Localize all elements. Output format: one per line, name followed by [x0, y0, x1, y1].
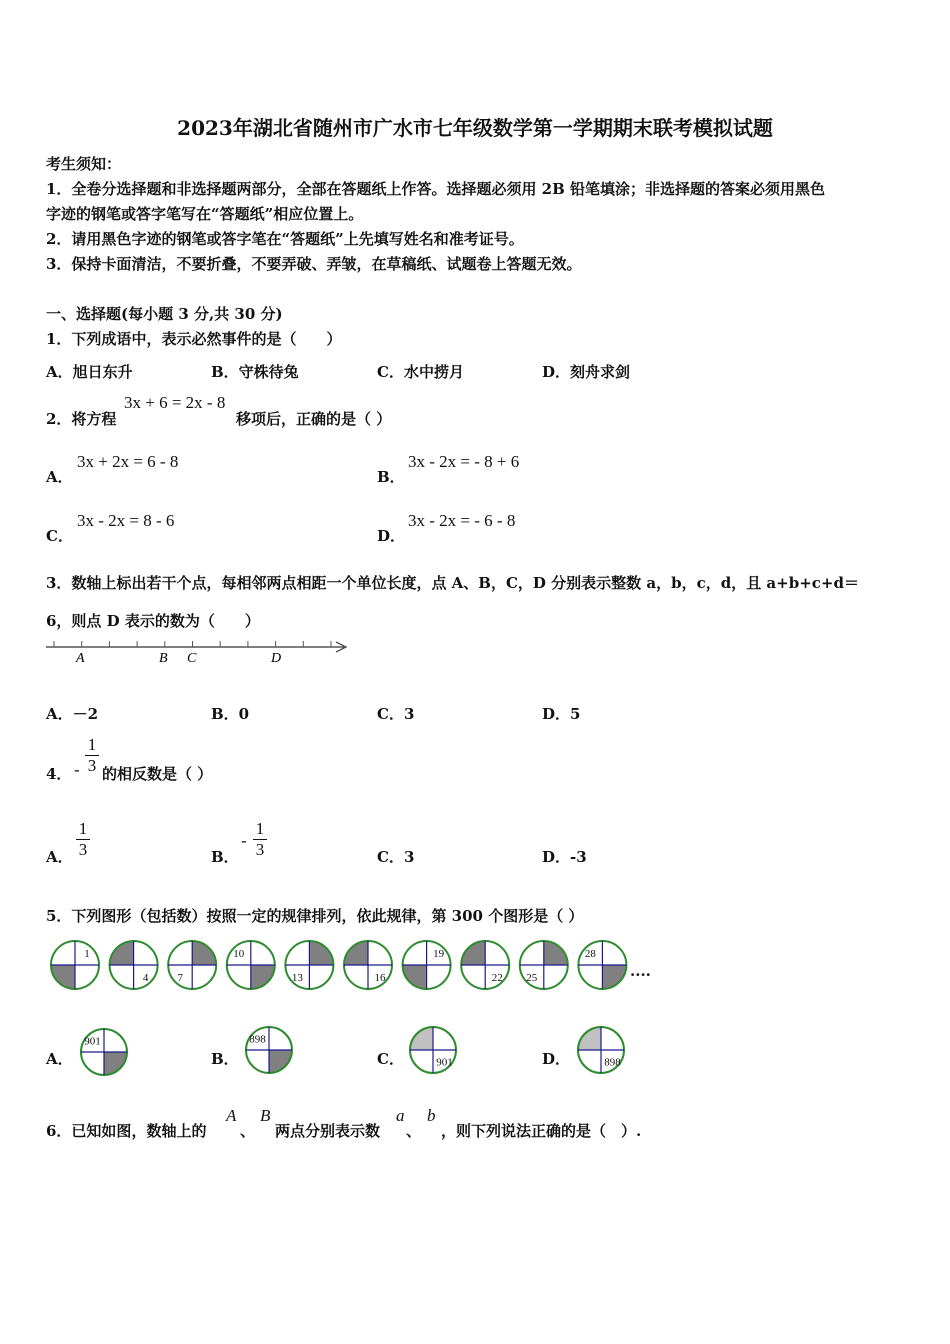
circle-number: 22: [491, 972, 503, 984]
q6-value-a: a: [396, 1106, 405, 1125]
q4-option-d: D．-3: [542, 848, 587, 866]
circle-number: 10: [233, 948, 245, 960]
circle-number: 4: [142, 972, 149, 984]
pattern-circle: [403, 941, 451, 989]
q6-middle: 两点分别表示数: [275, 1122, 381, 1140]
q5-option-d-figure: [573, 1022, 629, 1078]
notice-heading: 考生须知：: [46, 155, 122, 173]
q5-stem: 5．下列图形（包括数）按照一定的规律排列，依此规律，第 300 个图形是（ ）: [46, 907, 584, 925]
q2-option-c: 3x - 2x = 8 - 6: [77, 511, 175, 530]
q6-suffix: ，则下列说法正确的是（ ）.: [441, 1122, 642, 1140]
q4-a-label: A．: [46, 848, 73, 866]
axis-label-b: B: [159, 651, 168, 666]
axis-label-a: A: [76, 651, 85, 666]
notice-line-1a: 1．全卷分选择题和非选择题两部分，全部在答题纸上作答。选择题必须用 2B 铅笔填涂；非选择题的答案必须用黑色: [46, 180, 826, 198]
q1-option-a: A．旭日东升: [46, 363, 133, 381]
q6-value-b: b: [427, 1106, 436, 1125]
pattern-circle: [51, 941, 99, 989]
q2-option-d: 3x - 2x = - 6 - 8: [408, 511, 516, 530]
pattern-circle: [81, 1029, 127, 1075]
q6-point-b: B: [260, 1106, 271, 1125]
q4-option-a-fraction: 1 3: [76, 820, 90, 859]
circle-number: 16: [374, 972, 386, 984]
q2-option-b: 3x - 2x = - 8 + 6: [408, 452, 520, 471]
q2-option-a: 3x + 2x = 6 - 8: [77, 452, 179, 471]
q2-a-label: A．: [46, 468, 73, 486]
q5-b-label: B．: [211, 1050, 239, 1068]
q4-minus: -: [74, 760, 80, 779]
q3-line-2: 6，则点 D 表示的数为（ ）: [46, 612, 260, 630]
axis-label-c: C: [187, 651, 197, 666]
q3-option-b: B．0: [211, 705, 250, 723]
section-heading: 一、选择题(每小题 3 分,共 30 分): [46, 305, 283, 323]
q5-option-b-figure: [241, 1022, 297, 1078]
q1-stem: 1．下列成语中，表示必然事件的是（ ）: [46, 330, 342, 348]
q4-b-label: B．: [211, 848, 239, 866]
pattern-circle: [246, 1027, 292, 1073]
q5-sequence-figure: [44, 936, 664, 994]
q4-option-b-fraction: 1 3: [253, 820, 267, 859]
q1-option-d: D．刻舟求剑: [542, 363, 631, 381]
circle-number: 25: [526, 972, 538, 984]
pattern-circle: [227, 941, 275, 989]
circle-number: 28: [584, 948, 596, 960]
q2-d-label: D．: [377, 527, 406, 545]
q3-option-a: A．－2: [46, 705, 99, 723]
pattern-circle: [578, 941, 626, 989]
circle-number: 898: [604, 1056, 621, 1069]
q3-line-1: 3．数轴上标出若干个点，每相邻两点相距一个单位长度，点 A、B，C，D 分别表示整数 a，b，c，d，且 a+b+c+d＝: [46, 574, 859, 592]
q6-sep-1: 、: [240, 1122, 256, 1140]
q4-suffix: 的相反数是（ ）: [102, 765, 213, 783]
q5-d-label: D．: [542, 1050, 571, 1068]
q4-fraction-denominator: 3: [87, 756, 97, 775]
number-line-figure: [44, 636, 354, 670]
q5-a-label: A．: [46, 1050, 73, 1068]
q2-c-label: C．: [46, 527, 73, 545]
pattern-circle: [168, 941, 216, 989]
q6-sep-2: 、: [406, 1122, 422, 1140]
q6-prefix: 6．已知如图，数轴上的: [46, 1122, 207, 1140]
q5-option-c-figure: [405, 1022, 461, 1078]
pattern-circle: [578, 1027, 624, 1073]
q4-fraction: [85, 736, 99, 775]
axis-label-d: D: [271, 651, 282, 666]
q1-option-b: B．守株待兔: [211, 363, 299, 381]
q4-fraction-numerator: 1: [87, 735, 97, 754]
q4-number: 4．: [46, 765, 72, 783]
q5-ellipsis: ....: [630, 962, 651, 980]
q1-option-c: C．水中捞月: [377, 363, 464, 381]
q2-prefix: 2．将方程: [46, 410, 117, 428]
number-line-ticks: [54, 641, 354, 647]
circle-number: 7: [177, 972, 183, 984]
pattern-circle: [344, 941, 392, 989]
pattern-circle: [461, 941, 509, 989]
q3-option-d: D．5: [542, 705, 581, 723]
notice-line-3: 3．保持卡面清洁，不要折叠，不要弄破、弄皱，在草稿纸、试题卷上答题无效。: [46, 255, 582, 273]
q6-point-a: A: [226, 1106, 237, 1125]
q2-b-label: B．: [377, 468, 405, 486]
q3-option-c: C．3: [377, 705, 415, 723]
circle-number: 19: [433, 948, 445, 960]
pattern-circle: [520, 941, 568, 989]
pattern-circle: [110, 941, 158, 989]
q4-option-b-minus: -: [241, 831, 247, 850]
circle-number: 13: [291, 972, 303, 984]
circle-number: 901: [84, 1035, 101, 1048]
notice-line-1b: 字迹的钢笔或答字笔写在“答题纸”相应位置上。: [46, 205, 364, 223]
page-title: 2023年湖北省随州市广水市七年级数学第一学期期末联考模拟试题: [177, 116, 773, 140]
circle-number: 898: [249, 1033, 266, 1046]
circle-number: 901: [436, 1056, 453, 1069]
q5-c-label: C．: [377, 1050, 404, 1068]
q2-equation: 3x + 6 = 2x - 8: [124, 393, 226, 412]
q5-option-a-figure: [76, 1024, 132, 1080]
pattern-circle: [410, 1027, 456, 1073]
q4-option-c: C．3: [377, 848, 415, 866]
pattern-circle: [285, 941, 333, 989]
q2-suffix: 移项后，正确的是（ ）: [236, 410, 392, 428]
notice-line-2: 2．请用黑色字迹的钢笔或答字笔在“答题纸”上先填写姓名和准考证号。: [46, 230, 524, 248]
circle-number: 1: [84, 948, 90, 960]
